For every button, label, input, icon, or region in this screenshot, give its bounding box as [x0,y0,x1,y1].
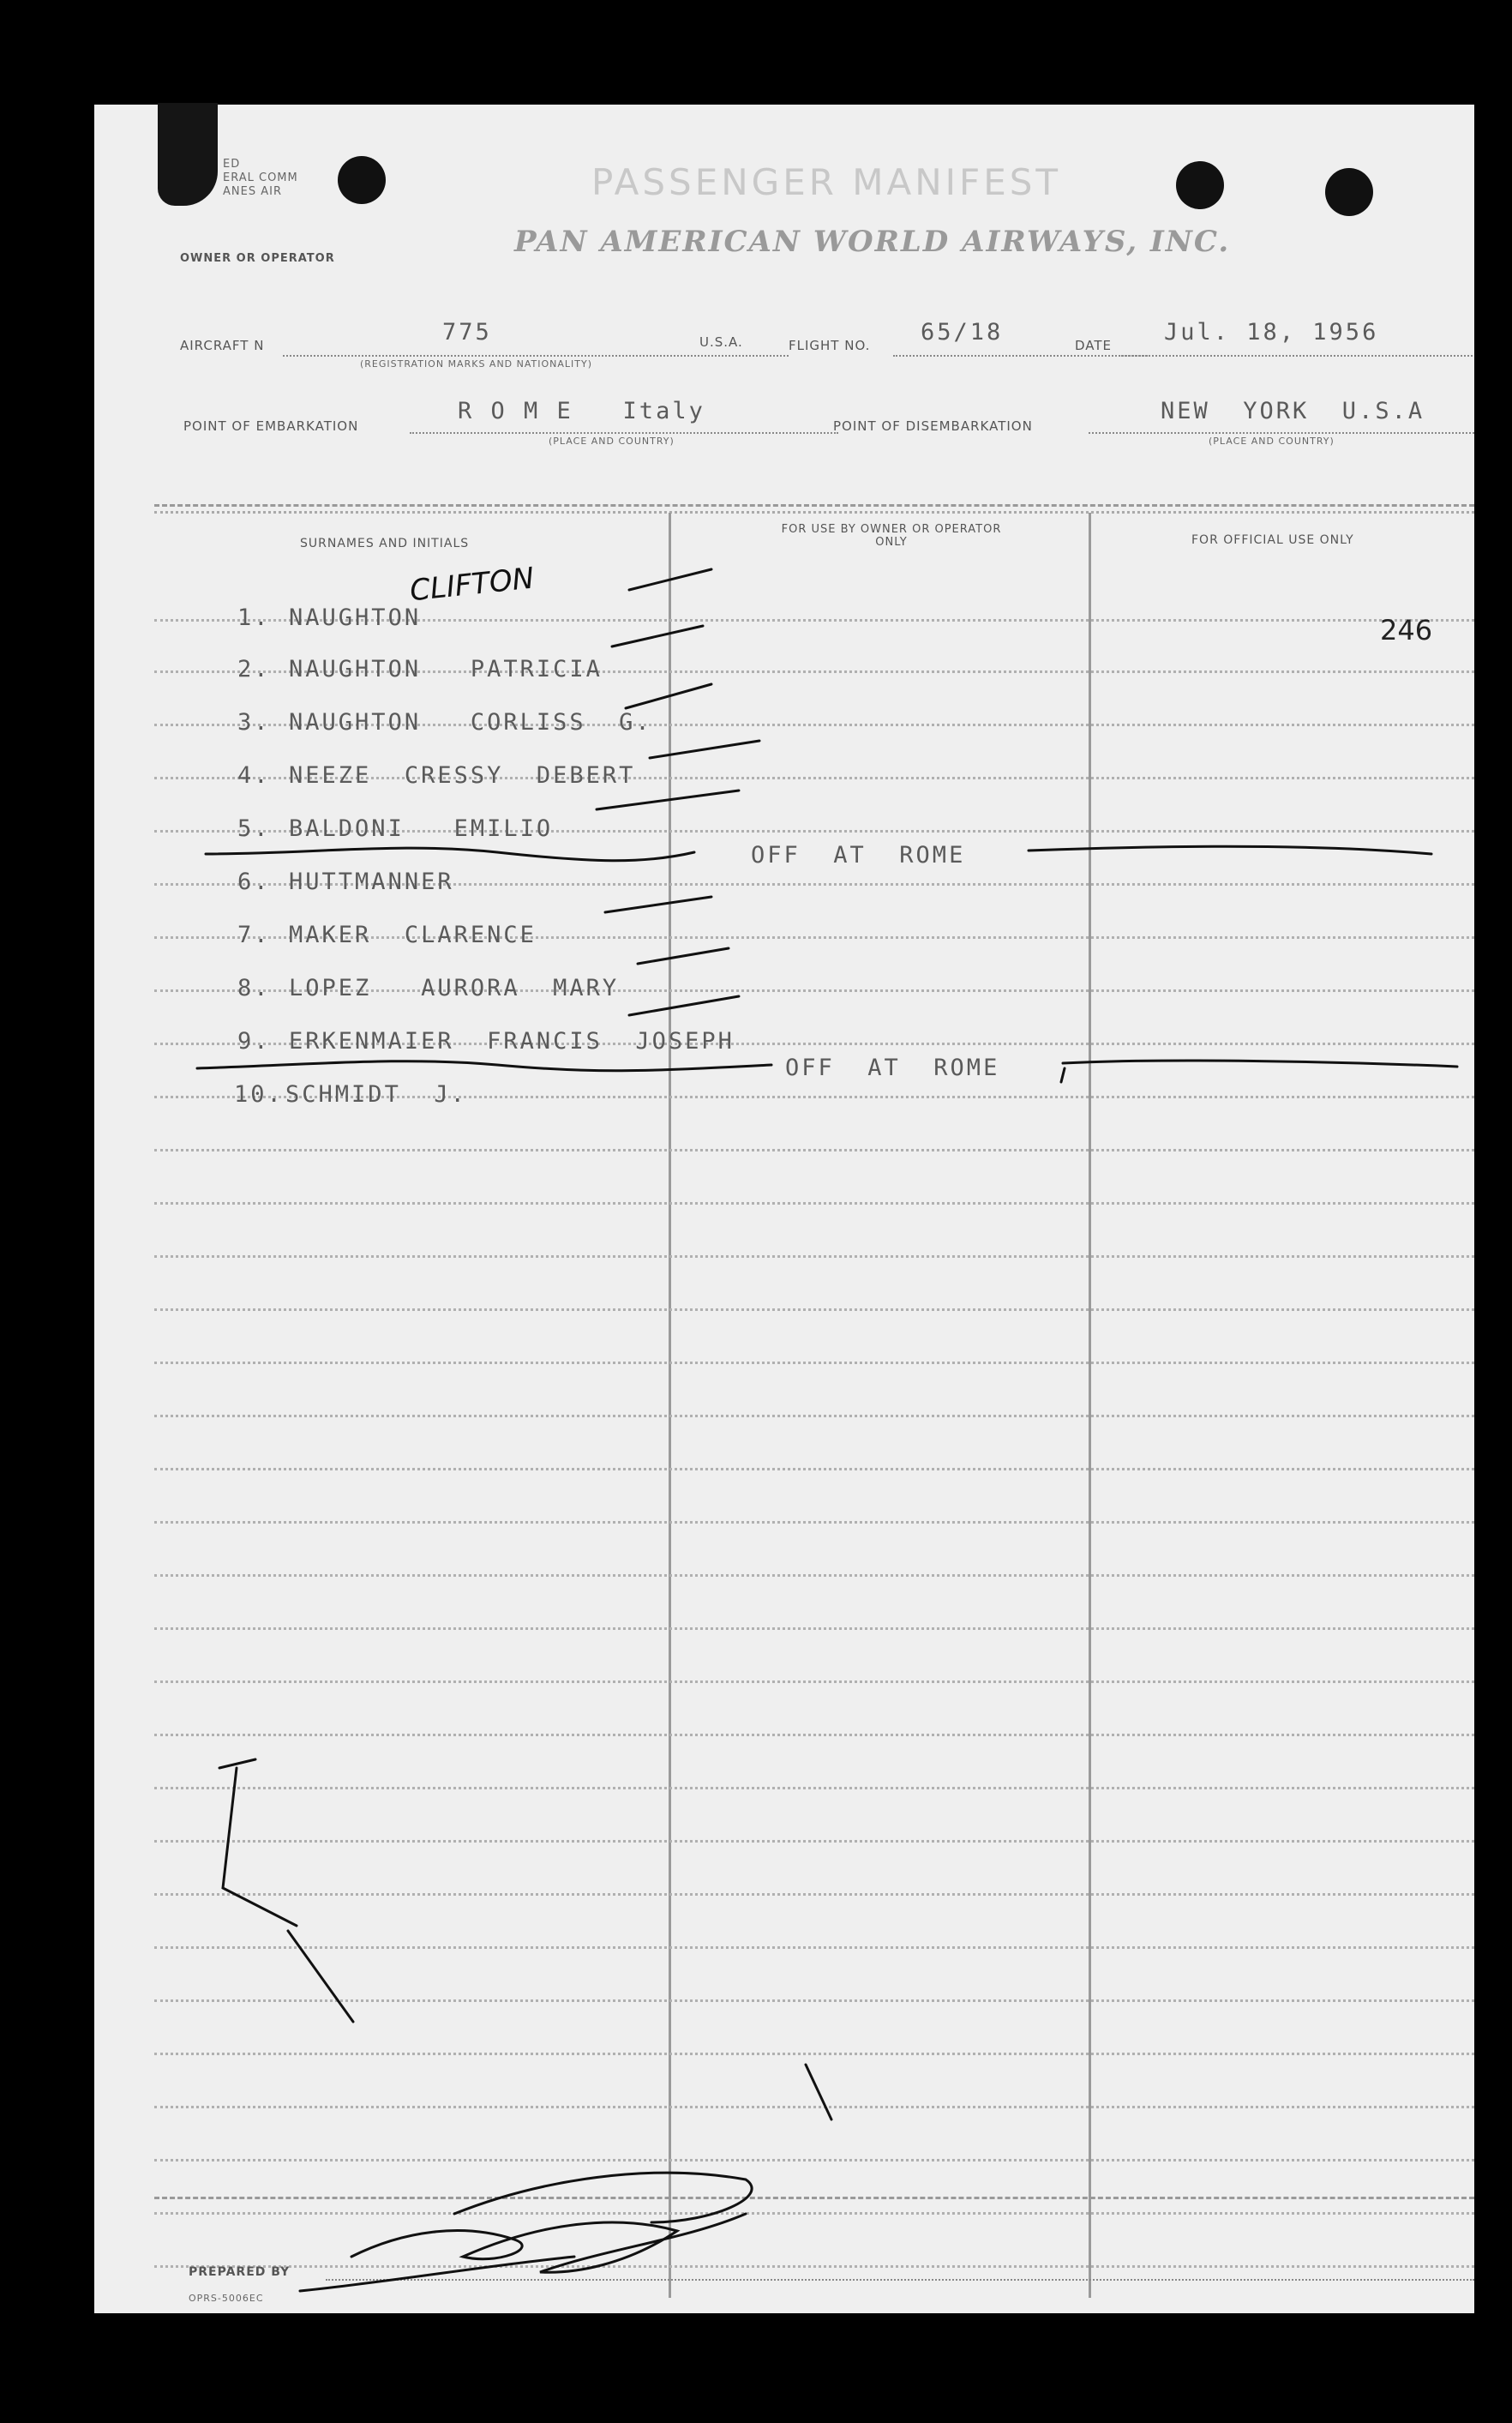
page-title: PASSENGER MANIFEST [591,161,1062,203]
handwritten-clifton: CLIFTON [408,561,536,609]
passenger-row: 10.SCHMIDT J. [234,1081,467,1108]
prepared-by-label: PREPARED BY [189,2265,291,2279]
passenger-row: 4. NEEZE CRESSY DEBERT [237,762,636,789]
flight-value: 65/18 [921,319,1004,346]
col-header-official: FOR OFFICIAL USE ONLY [1191,533,1354,547]
handwritten-official-number: 246 [1380,614,1433,646]
company-name: PAN AMERICAN WORLD AIRWAYS, INC. [514,225,1231,259]
disembarkation-value: NEW YORK U.S.A [1161,398,1425,424]
disembarkation-caption: (PLACE AND COUNTRY) [1209,436,1335,447]
ink-marks [94,105,1474,2313]
nationality: U.S.A. [699,334,743,350]
embarkation-label: POINT OF EMBARKATION [183,418,359,434]
date-value: Jul. 18, 1956 [1164,319,1379,346]
aircraft-value: 775 [442,319,492,346]
col-header-owner: FOR USE BY OWNER OR OPERATOR ONLY [781,523,1002,549]
disembarkation-label: POINT OF DISEMBARKATION [833,418,1033,434]
passenger-row: 1. NAUGHTON [237,604,422,631]
registration-caption: (REGISTRATION MARKS AND NATIONALITY) [360,358,593,370]
col-header-names: SURNAMES AND INITIALS [300,537,470,550]
owner-operator-label: OWNER OR OPERATOR [180,252,335,265]
passenger-row: 3. NAUGHTON CORLISS G. [237,709,652,736]
flight-label: FLIGHT NO. [789,338,871,353]
embarkation-caption: (PLACE AND COUNTRY) [549,436,675,447]
passenger-note: OFF AT ROME [751,842,966,869]
passenger-row: 8. LOPEZ AURORA MARY [237,975,620,1001]
passenger-note: OFF AT ROME [785,1055,1000,1081]
passenger-row: 9. ERKENMAIER FRANCIS JOSEPH [237,1028,735,1055]
manifest-page [94,105,1474,2313]
passenger-row: 5. BALDONI EMILIO [237,815,554,842]
date-label: DATE [1075,338,1113,353]
embarkation-value: R O M E Italy [458,398,705,424]
corner-stamp: ED ERAL COMM ANES AIR [223,158,298,198]
passenger-row: 6. HUTTMANNER [237,869,454,895]
passenger-row: 2. NAUGHTON PATRICIA [237,656,603,682]
passenger-row: 7. MAKER CLARENCE [237,922,537,948]
aircraft-label: AIRCRAFT N [180,338,265,353]
form-code: OPRS-5006EC [189,2293,264,2304]
